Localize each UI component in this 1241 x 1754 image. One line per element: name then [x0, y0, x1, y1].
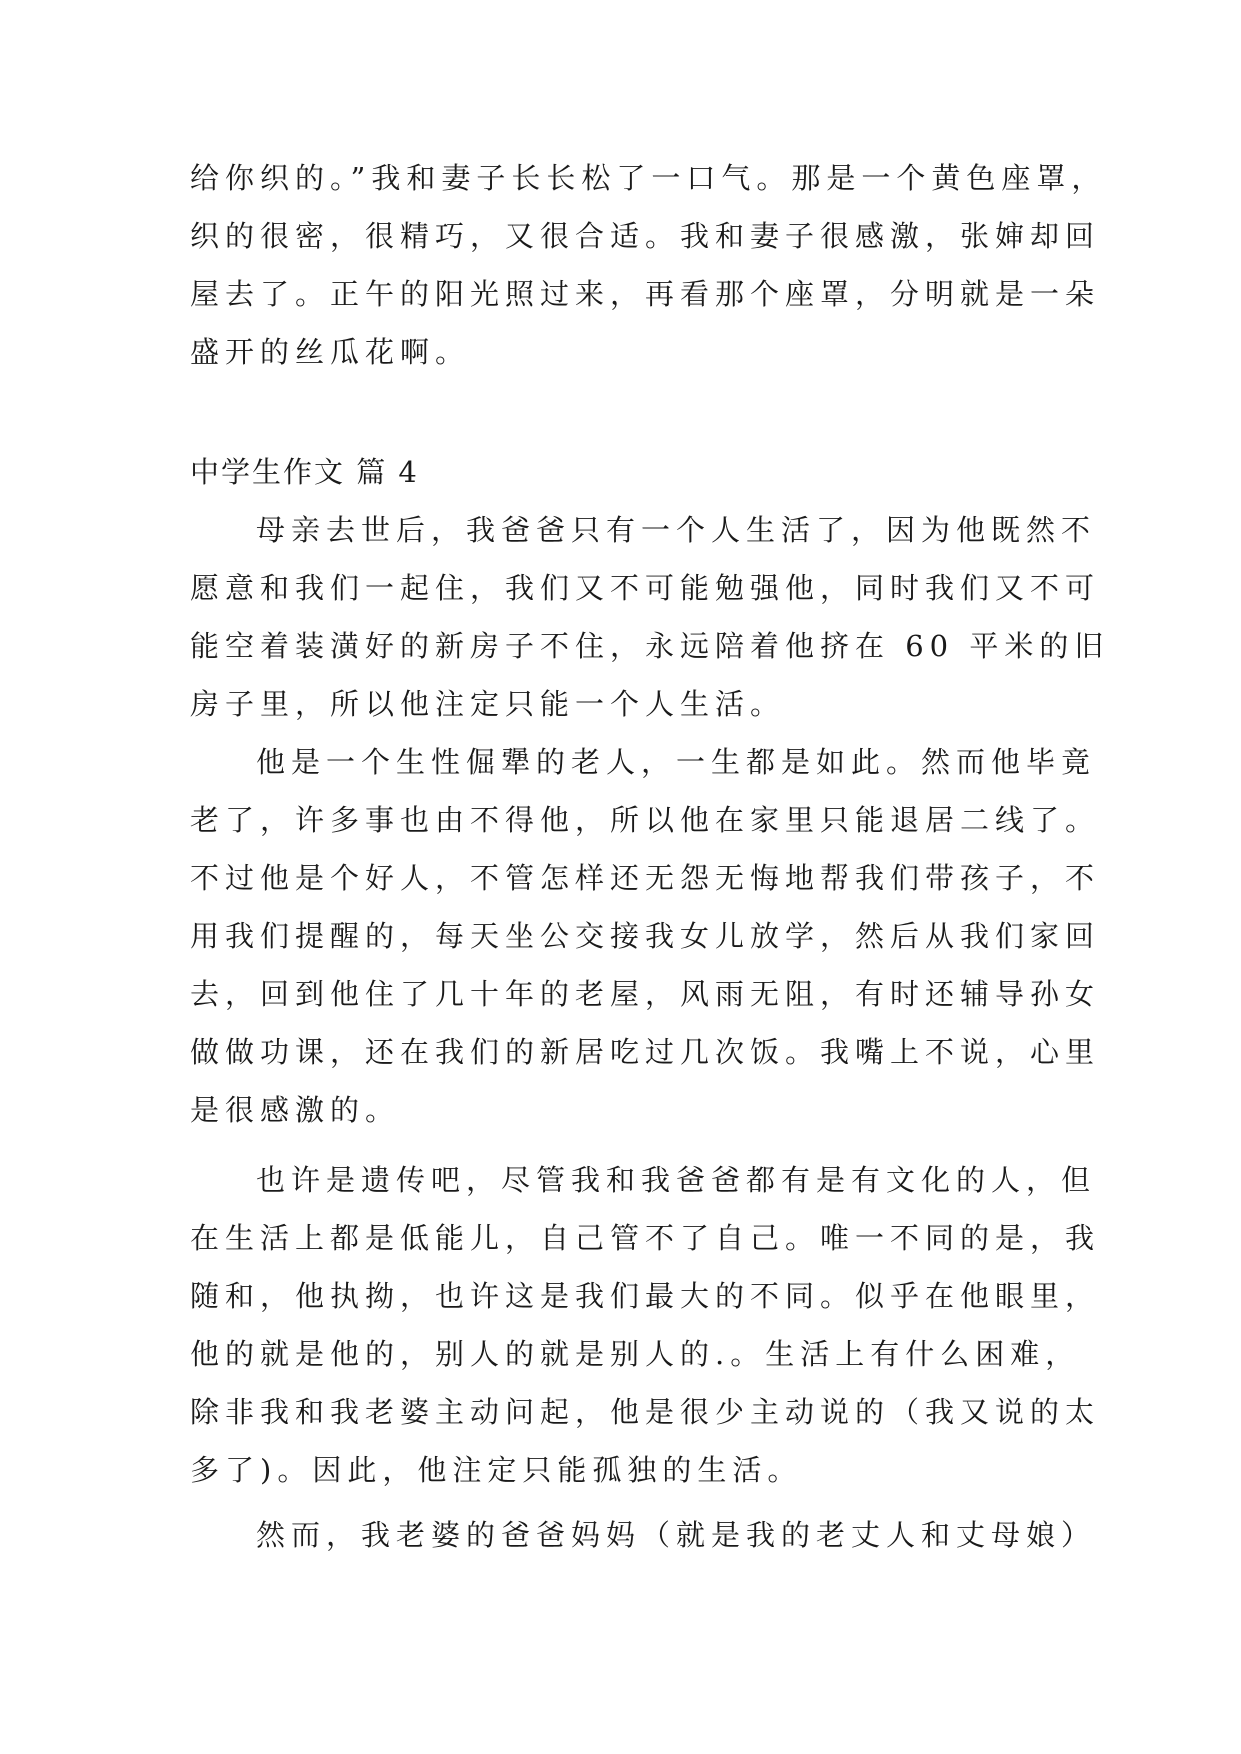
paragraph-line: 能空着装潢好的新房子不住，永远陪着他挤在 60 平米的旧 — [190, 629, 1110, 663]
paragraph-line: 做做功课，还在我们的新居吃过几次饭。我嘴上不说，心里 — [190, 1035, 1101, 1069]
paragraph-line: 随和，他执拗，也许这是我们最大的不同。似乎在他眼里， — [190, 1279, 1101, 1313]
paragraph-line: 愿意和我们一起住，我们又不可能勉强他，同时我们又不可 — [190, 571, 1101, 605]
paragraph-line: 织的很密，很精巧，又很合适。我和妻子很感激，张婶却回 — [190, 219, 1101, 253]
paragraph-line: 也许是遗传吧，尽管我和我爸爸都有是有文化的人，但 — [256, 1163, 1097, 1197]
paragraph-line: 屋去了。正午的阳光照过来，再看那个座罩，分明就是一朵 — [190, 277, 1101, 311]
paragraph-line: 多了)。因此，他注定只能孤独的生活。 — [190, 1453, 803, 1487]
paragraph-line: 除非我和我老婆主动问起，他是很少主动说的（我又说的太 — [190, 1395, 1101, 1429]
paragraph-line: 去，回到他住了几十年的老屋，风雨无阻，有时还辅导孙女 — [190, 977, 1101, 1011]
paragraph-line: 盛开的丝瓜花啊。 — [190, 335, 471, 369]
paragraph-line: 不过他是个好人，不管怎样还无怨无悔地帮我们带孩子，不 — [190, 861, 1101, 895]
paragraph-line: 他的就是他的，别人的就是别人的.。生活上有什么困难， — [190, 1337, 1081, 1371]
paragraph-line: 用我们提醒的，每天坐公交接我女儿放学，然后从我们家回 — [190, 919, 1101, 953]
paragraph-line: 房子里，所以他注定只能一个人生活。 — [190, 687, 786, 721]
paragraph-line: 母亲去世后，我爸爸只有一个人生活了，因为他既然不 — [256, 513, 1097, 547]
paragraph-line: 老了，许多事也由不得他，所以他在家里只能退居二线了。 — [190, 803, 1101, 837]
paragraph-line: 在生活上都是低能儿，自己管不了自己。唯一不同的是，我 — [190, 1221, 1101, 1255]
paragraph-line: 然而，我老婆的爸爸妈妈（就是我的老丈人和丈母娘） — [256, 1518, 1097, 1552]
paragraph-line: 他是一个生性倔犟的老人，一生都是如此。然而他毕竟 — [256, 745, 1097, 779]
paragraph-line: 是很感激的。 — [190, 1093, 401, 1127]
paragraph-line: 给你织的。”我和妻子长长松了一口气。那是一个黄色座罩， — [190, 161, 1107, 195]
section-heading: 中学生作文 篇 4 — [190, 455, 419, 489]
